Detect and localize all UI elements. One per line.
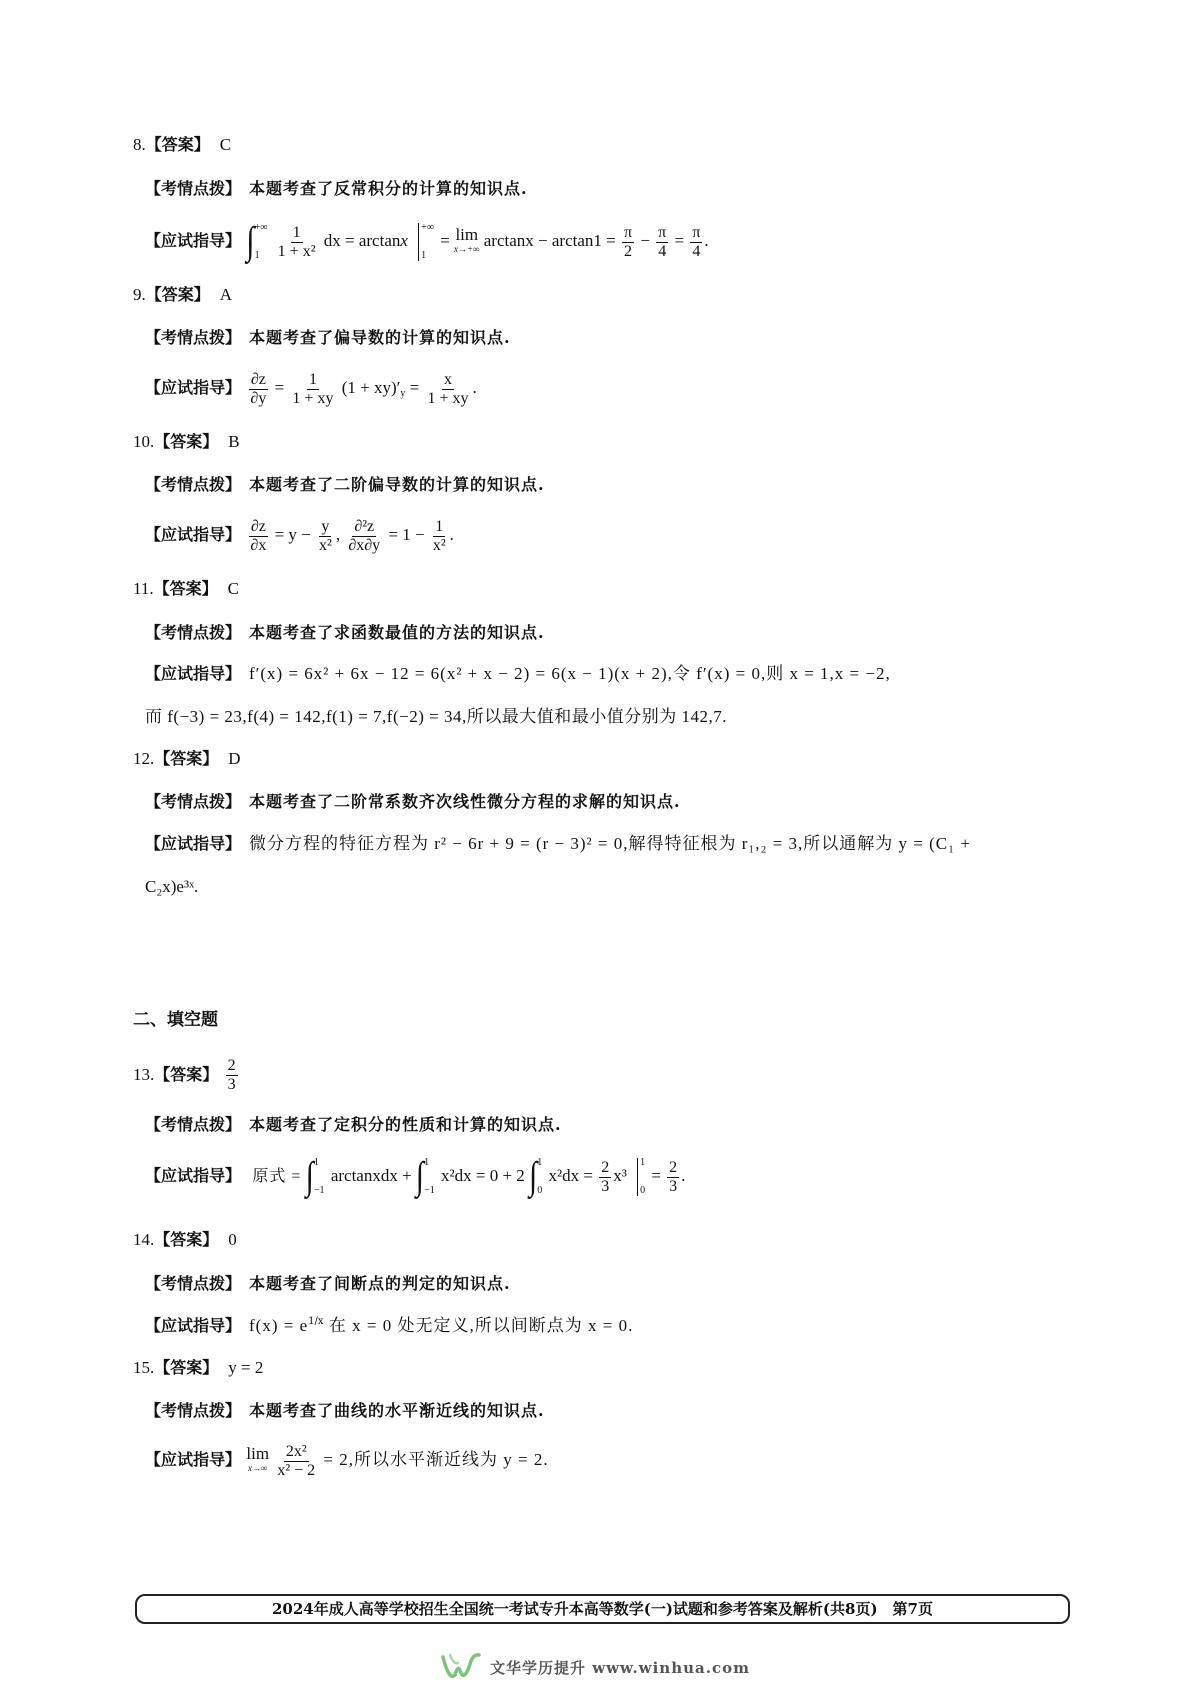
denominator: ∂x [250,536,267,554]
denominator: 3 [601,1177,610,1195]
q10-formula: $\frac{\partial z}{\partial x}$ = y − $\frac{y}{\text{x²}}$ , $\frac{\text{∂²z}}{\partial x\partial y}$ = 1 − $\frac{1}{\text{x²}}$ . [250,517,454,554]
formula-text: 在 x = 0 处无定义,所以间断点为 x = 0. [328,1316,634,1335]
guide-tag: 【应试指导】 [145,1316,242,1335]
answer-tag: 【答案】 [145,135,210,154]
guide-tag: 【应试指导】 [145,834,242,853]
q11-guide-line1: f′(x) = 6x² + 6x − 12 = 6(x² + x − 2) = 6(x − 1)(x + 2),令 f′(x) = 0,则 x = 1,x = −2, [249,664,891,683]
q12-guide [145,832,1200,856]
denominator: 1 + x² [277,242,316,260]
q13-answer-value [226,1057,238,1094]
q9-number: 9. [133,285,146,304]
numerator: π [658,223,667,241]
answer-tag: 【答案】 [154,749,219,768]
upper-limit: +∞ [254,222,268,234]
fraction [425,371,470,408]
formula-text: x²dx = 0 + 2 [441,1166,525,1185]
lower-limit: −1 [424,1185,435,1197]
fraction [275,1443,317,1480]
q10-guide [145,513,1200,557]
numerator: ∂z [250,370,266,388]
q10-answer [133,430,1200,454]
eval-lower: 0 [640,1185,646,1197]
fraction [431,518,448,555]
integral-sign: ∫ [305,1154,314,1198]
formula-text: (1 + xy)′ [341,378,401,397]
q13-point [145,1113,1200,1137]
fraction [667,1159,679,1196]
lim-sub: x→+∞ [454,244,480,255]
equals: = [440,231,450,250]
denominator: x² − 2 [277,1461,316,1479]
lower-limit: 1 [254,250,260,262]
limit [246,1444,270,1475]
formula-text: arctanx − arctan1 = [483,231,616,250]
point-tag: 【考情点拨】 [145,179,242,198]
eval-upper: +∞ [421,222,434,234]
q11-point-text: 本题考查了求函数最值的方法的知识点. [249,623,545,642]
lower-limit: 0 [537,1185,543,1197]
q10-number: 10. [133,432,155,451]
q10-point-text: 本题考查了二阶偏导数的计算的知识点. [249,475,545,494]
numerator: ∂z [250,517,266,535]
fraction [599,1159,611,1196]
fraction [317,518,334,555]
integral-limits [314,1158,325,1196]
q8-formula: ∫ +∞ 1 $\frac{1}{\text{1 + x²}}$ dx = arctanx +∞ 1 = lim x→+∞ arctanx − arctan1 = $\frac{\pi}{2}$ − $\frac{\pi}{4}$ = $\frac{\pi}{4}$ . [246,219,709,263]
guide-tag: 【应试指导】 [145,664,242,683]
integral-limits [537,1158,542,1196]
q11-point [145,621,1200,645]
q15-guide [145,1438,1200,1482]
fraction [248,371,268,408]
point-tag: 【考情点拨】 [145,792,242,811]
formula-text: 原式 = [252,1168,302,1185]
q15-answer-value: y = 2 [228,1358,264,1377]
point-tag: 【考情点拨】 [145,475,242,494]
integral-limits [255,223,268,261]
page-footer [135,1594,1070,1624]
numerator: 2 [227,1057,236,1074]
integral-sign: ∫ [529,1154,538,1198]
numerator: 1 [435,517,444,535]
denominator: 3 [669,1177,678,1195]
guide-tag: 【应试指导】 [145,525,242,544]
q12-number: 12. [133,749,155,768]
lim-sub: x→∞ [248,1463,268,1474]
numerator: ∂²z [354,517,375,535]
answer-tag: 【答案】 [145,285,210,304]
q8-answer [133,133,1200,157]
q11-guide-cont [145,705,1200,729]
denominator: 3 [227,1076,236,1093]
fraction [656,224,668,261]
equals: = [274,378,285,397]
q13-point-text: 本题考查了定积分的性质和计算的知识点. [249,1115,562,1134]
evaluation-bar [637,1158,638,1196]
watermark [440,1650,750,1684]
denominator: 1 + xy [427,389,469,407]
equals: = [674,231,685,250]
q15-number: 15. [133,1358,155,1377]
q15-point [145,1399,1200,1423]
fraction [690,224,702,261]
numerator: 2 [601,1158,610,1176]
guide-tag: 【应试指导】 [145,1450,242,1469]
section-heading: 二、填空题 [133,1010,218,1030]
q14-point [145,1272,1200,1296]
guide-tag: 【应试指导】 [145,231,242,250]
fraction [622,224,634,261]
eval-limits [640,1158,645,1196]
q15-answer [133,1356,1200,1380]
q14-guide [145,1314,1200,1338]
q15-point-text: 本题考查了曲线的水平渐近线的知识点. [249,1401,545,1420]
denominator: ∂x∂y [348,536,381,554]
q11-number: 11. [133,579,154,598]
formula-text: x³ [613,1166,627,1185]
numerator: π [623,223,633,241]
denominator: 4 [692,242,701,260]
denominator: 4 [658,242,667,260]
q9-guide [145,366,1200,410]
numerator: π [692,223,701,241]
lower-limit: −1 [313,1185,325,1197]
q13-formula: 原式 = ∫ 1 −1 arctanxdx + ∫ 1 −1 x²dx = 0 + 2 ∫ 1 0 x²dx = $\frac{2}{3}$ x³ 1 0 = $\frac{2}{3}$ . [252,1154,686,1198]
numerator: 2x² [285,1442,307,1460]
point-tag: 【考情点拨】 [145,1274,242,1293]
answer-tag: 【答案】 [154,1358,219,1377]
numerator: x [443,370,452,388]
integral-limits [424,1158,435,1196]
exponent: 1/x [308,1316,324,1327]
numerator: 1 [308,370,317,388]
formula-text: dx = arctan [323,231,401,250]
fraction [276,224,318,261]
q14-answer-value: 0 [228,1230,237,1249]
answer-tag: 【答案】 [154,1230,219,1249]
q8-answer-value: C [219,135,232,154]
subscript: y [400,388,406,399]
formula-text: = y − [274,525,311,544]
eval-lower: 1 [421,250,427,262]
numerator: y [321,517,330,535]
q10-point [145,473,1200,497]
q8-point-text: 本题考查了反常积分的计算的知识点. [249,179,528,198]
limit [454,225,480,256]
q12-answer-value: D [228,749,241,768]
q14-point-text: 本题考查了间断点的判定的知识点. [249,1274,511,1293]
q9-point [145,326,1200,350]
variable: x [400,231,408,250]
fraction [290,371,335,408]
equals: = [651,1166,661,1185]
denominator: 1 + xy [292,389,334,407]
integral-sign: ∫ [415,1154,425,1198]
q11-guide [145,662,1200,686]
q9-answer-value: A [219,285,233,304]
upper-limit: 1 [424,1157,430,1169]
q8-number: 8. [133,135,146,154]
q13-number: 13. [133,1065,155,1084]
formula-text: arctanxdx + [330,1166,412,1185]
evaluation-bar [418,223,419,261]
denominator: x² [319,536,332,554]
formula-text: = 1 − [388,525,425,544]
eval-limits [421,223,434,261]
point-tag: 【考情点拨】 [145,1115,242,1134]
guide-tag: 【应试指导】 [145,1166,242,1185]
q14-number: 14. [133,1230,155,1249]
q11-guide-line2: 而 f(−3) = 23,f(4) = 142,f(1) = 7,f(−2) = 34,所以最大值和最小值分别为 142,7. [145,707,727,726]
q9-formula: $\frac{\partial z}{\partial y}$ = $\frac{1}{1 + xy}$ $(1 + xy)'_y$ = $\frac{x}{1 + xy}$ . [250,370,477,407]
q13-answer [133,1053,1200,1097]
numerator: 1 [292,223,301,241]
answer-tag: 【答案】 [153,579,218,598]
formula-text: f(x) = e [249,1316,309,1335]
q9-point-text: 本题考查了偏导数的计算的知识点. [249,328,511,347]
q8-point [145,177,1200,201]
formula-text: x²dx = [548,1166,593,1185]
q12-point-text: 本题考查了二阶常系数齐次线性微分方程的求解的知识点. [249,792,681,811]
q13-guide [145,1153,1200,1199]
q12-guide-line2: C₂x)e³ˣ. [145,877,199,896]
q12-answer [133,747,1200,771]
numerator: 2 [669,1158,678,1176]
q9-answer [133,283,1200,307]
q12-guide-line1: 微分方程的特征方程为 r² − 6r + 9 = (r − 3)² = 0,解得特征根为 r₁,₂ = 3,所以通解为 y = (C₁ + [249,834,971,853]
q14-answer [133,1228,1200,1252]
point-tag: 【考情点拨】 [145,1401,242,1420]
integral-sign: ∫ [246,219,255,263]
fraction [248,518,268,555]
eval-upper: 1 [640,1157,646,1169]
lim-text: lim [246,1444,270,1464]
q12-guide-cont [145,875,1200,899]
q11-answer [133,577,1200,601]
minus: − [640,231,650,250]
q11-answer-value: C [227,579,239,598]
q15-formula [246,1442,549,1479]
q8-guide [145,218,1200,264]
winhua-logo-icon [440,1651,482,1683]
fraction [346,518,382,555]
point-tag: 【考情点拨】 [145,328,242,347]
equals: = [409,378,420,397]
q12-point [145,790,1200,814]
point-tag: 【考情点拨】 [145,623,242,642]
upper-limit: 1 [537,1157,543,1169]
answer-tag: 【答案】 [154,432,219,451]
answer-tag: 【答案】 [154,1065,219,1084]
footer-text: 2024年成人高等学校招生全国统一考试专升本高等数学(一)试题和参考答案及解析(共8页) 第7页 [271,1600,933,1618]
guide-tag: 【应试指导】 [145,378,242,397]
formula-text: = 2,所以水平渐近线为 y = 2. [323,1450,549,1469]
watermark-text: 文华学历提升 www.winhua.com [490,1658,750,1677]
denominator: 2 [624,242,633,260]
lim-text: lim [455,225,479,245]
denominator: x² [432,536,446,554]
q10-answer-value: B [228,432,240,451]
denominator: ∂y [250,389,267,407]
upper-limit: 1 [313,1157,319,1169]
